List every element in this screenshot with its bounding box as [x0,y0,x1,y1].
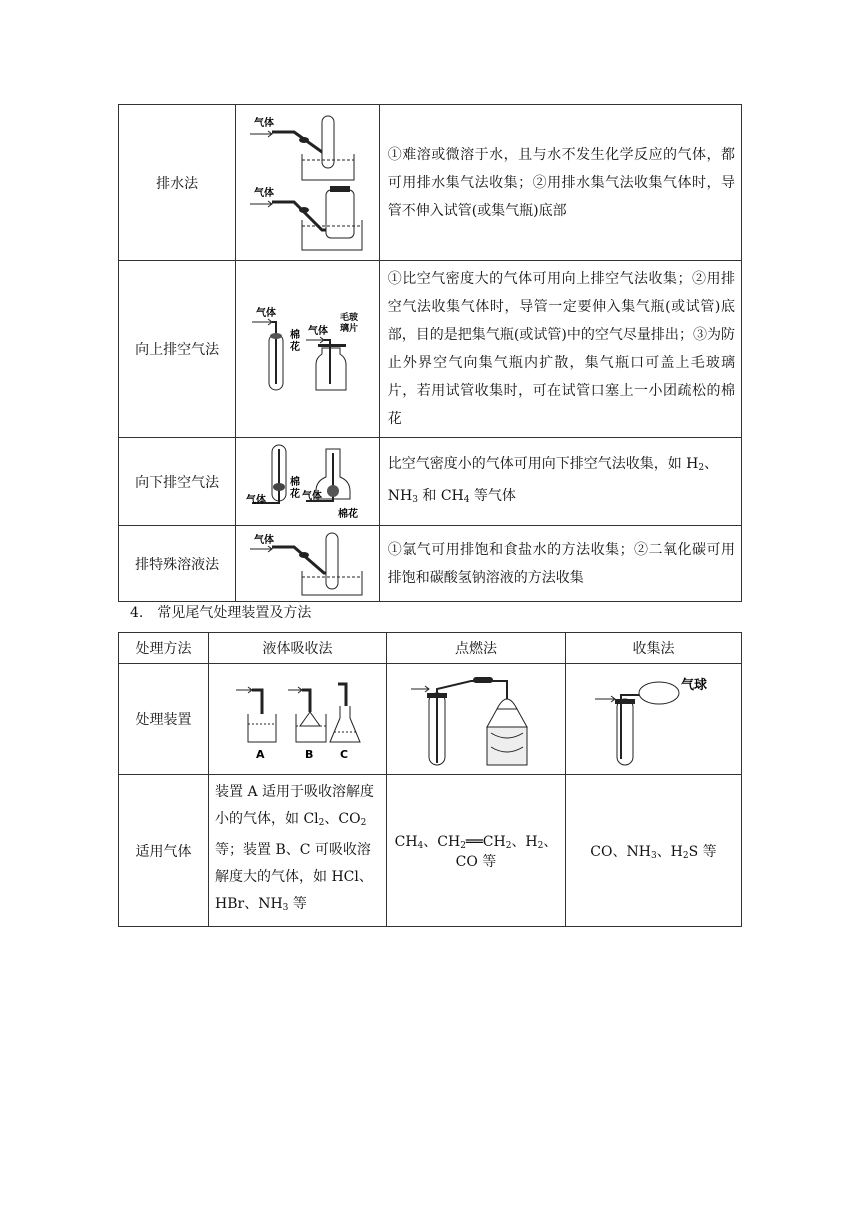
collection-balloon-figure [589,669,719,769]
header-cell: 点燃法 [387,633,566,664]
method-cell: 向下排空气法 [119,438,236,526]
table-row [119,775,742,927]
figure-label: 棉 [290,330,301,341]
combustion-gases: $CH_4$、$CH_2══CH_2$、$H_2$、CO 等 [387,775,566,927]
figure-label: 气体 [302,490,323,502]
drainage-apparatus-figure [242,110,372,256]
figure-label: C [339,748,348,761]
description-cell: ①比空气密度大的气体可用向上排空气法收集；②用排空气法收集气体时，导管一定要伸入集气瓶(或试管)底部，目的是把集气瓶(或试管)中的空气尽量排出；③为防止外界空气向集气瓶内扩散，集气瓶口可盖上毛玻璃片，若用试管收集时，可在试管口塞上一小团疏松的棉花 [379,261,741,438]
figure-cell [209,664,387,775]
figure-cell [566,664,742,775]
liquid-absorption-figure [228,676,368,762]
balloon-label: 气球 [680,678,707,693]
figure-cell [236,526,380,602]
figure-label: 棉 [290,476,301,488]
table-row [119,526,742,602]
figure-label: B [304,748,313,761]
figure-cell [236,105,380,261]
figure-cell [236,438,380,526]
figure-label: 气体 [254,117,275,129]
figure-label: A [255,748,265,761]
figure-label: 棉花 [338,508,359,520]
description-cell: ①氯气可用排饱和食盐水的方法收集；②二氧化碳可用排饱和碳酸氢钠溶液的方法收集 [379,526,741,602]
method-cell: 排特殊溶液法 [119,526,236,602]
header-cell: 处理方法 [119,633,209,664]
tail-gas-table [118,632,742,927]
figure-label: 气体 [254,187,275,199]
figure-label: 花 [290,342,301,353]
description-cell: 比空气密度小的气体可用向下排空气法收集，如 $H_2$、 $NH_3$ 和 $CH_4$ 等气体 [379,438,741,526]
combustion-figure [401,669,551,769]
method-cell: 排水法 [119,105,236,261]
header-cell: 液体吸收法 [209,633,387,664]
special-solution-apparatus-figure [242,529,372,599]
gas-collection-table [118,104,742,602]
downward-air-apparatus-figure [242,441,372,523]
figure-label: 气体 [256,308,277,319]
method-cell: 向上排空气法 [119,261,236,438]
figure-label: 气体 [308,326,329,337]
figure-cell [236,261,380,438]
row-label: 适用气体 [119,775,209,927]
liquid-absorption-gases: 装置 A 适用于吸收溶解度小的气体，如 $Cl_2$、$CO_2$ 等；装置 B、C 可吸收溶解度大的气体，如 HCl、HBr、$NH_3$ 等 [209,775,387,927]
header-cell: 收集法 [566,633,742,664]
figure-label: 毛玻 [340,313,359,323]
table-row [119,105,742,261]
figure-label: 气体 [254,534,275,546]
table-row [119,438,742,526]
figure-label: 璃片 [340,324,359,334]
section-heading: 4. 常见尾气处理装置及方法 [130,605,312,621]
row-label: 处理装置 [119,664,209,775]
figure-cell [387,664,566,775]
collection-gases: CO、$NH_3$、$H_2S$ 等 [566,775,742,927]
upward-air-apparatus-figure [242,304,372,394]
table-row [119,664,742,775]
description-cell: ①难溶或微溶于水，且与水不发生化学反应的气体，都可用排水集气法收集；②用排水集气法收集气体时，导管不伸入试管(或集气瓶)底部 [379,105,741,261]
figure-label: 花 [290,488,301,500]
table-header-row [119,633,742,664]
table-row [119,261,742,438]
figure-label: 气体 [246,494,267,506]
